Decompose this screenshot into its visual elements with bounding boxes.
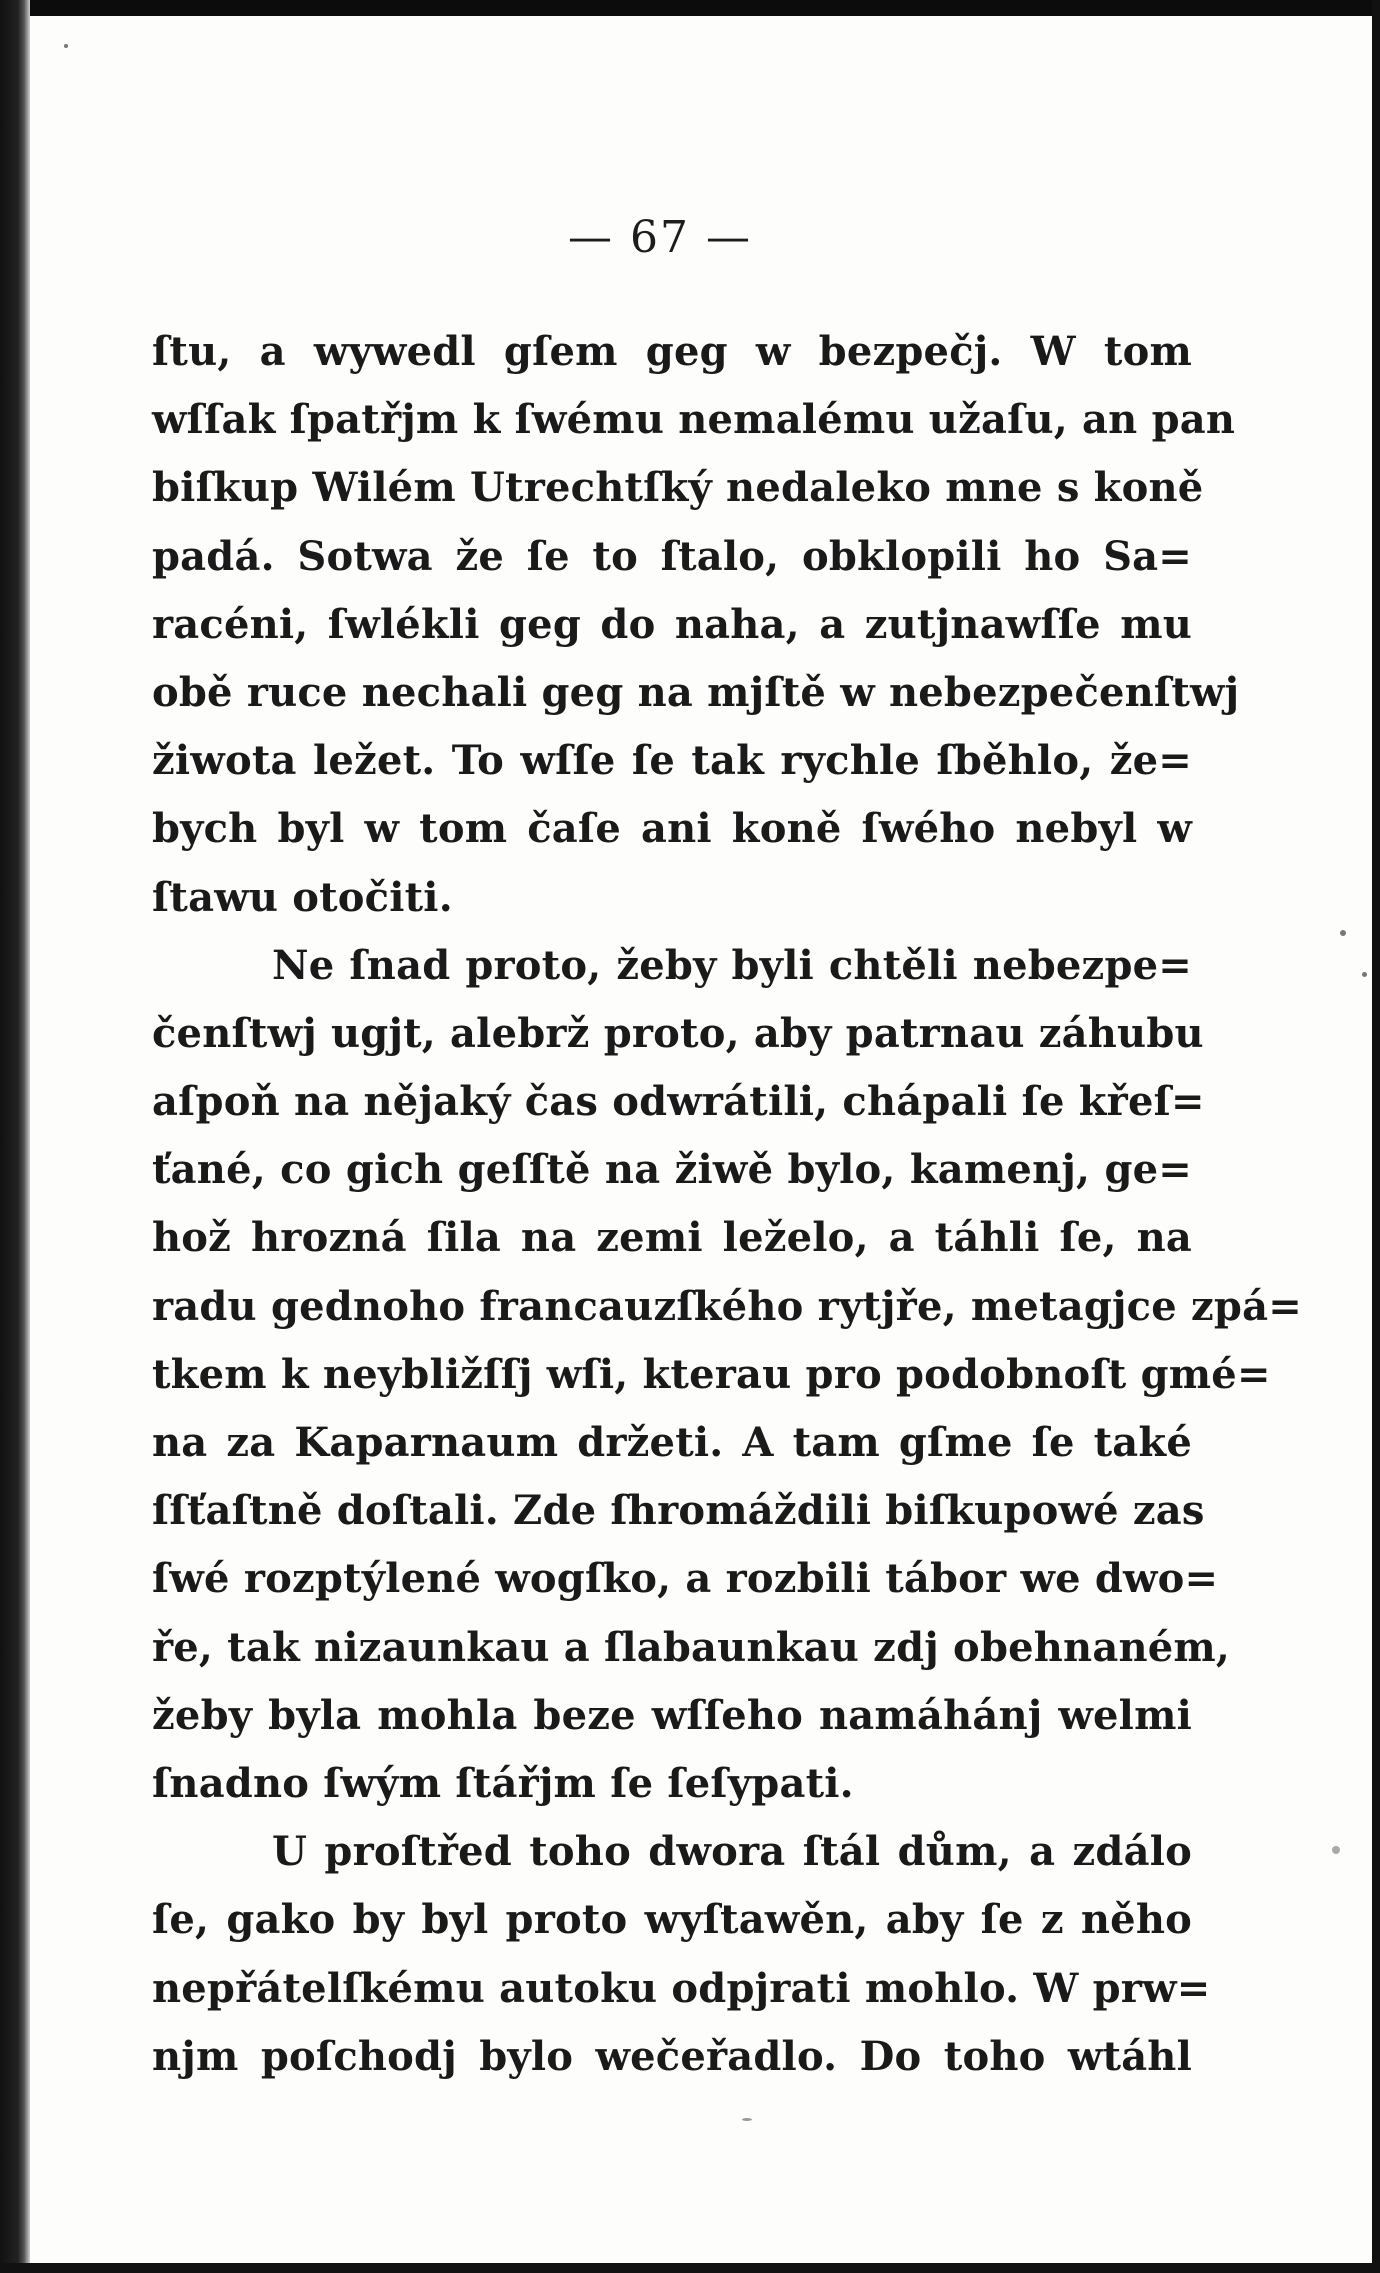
text-line: bych byl w tom čaſe ani koně ſwého nebyl w: [152, 805, 1192, 853]
text-line: na za Kaparnaum držeti. A tam gſme ſe také: [152, 1419, 1192, 1466]
text-line: ťané, co gich geſſtě na žiwě bylo, kamenj, ge=: [152, 1146, 1192, 1194]
page-number: — 67 —: [568, 212, 752, 263]
text-line: žiwota ležet. To wſſe ſe tak rychle ſběhlo, že=: [152, 737, 1192, 785]
text-line: ſſťaſtně doſtali. Zde ſhromáždili biſkupowé zas: [152, 1487, 1205, 1535]
scan-speck: [1332, 1846, 1340, 1854]
text-line: biſkup Wilém Utrechtſký nedaleko mne s koně: [152, 464, 1204, 512]
body-text: [152, 318, 1302, 2091]
scan-speck: [64, 44, 68, 48]
text-line: racéni, ſwlékli geg do naha, a zutjnawſſe mu: [152, 600, 1192, 648]
text-line: čenſtwj ugjt, alebrž proto, aby patrnau záhubu: [152, 1009, 1204, 1057]
scan-speck: [1340, 930, 1346, 936]
scan-top-edge: [0, 0, 1380, 16]
text-line: ſtu, a wywedl gſem geg w bezpečj. W tom: [152, 328, 1192, 375]
scan-bottom-edge: [0, 2263, 1380, 2273]
text-line: hož hrozná ſila na zemi leželo, a táhli ſe, na: [152, 1214, 1192, 1262]
text-line: aſpoň na nějaký čas odwrátili, chápali ſe křeſ=: [152, 1078, 1205, 1126]
text-line: žeby byla mohla beze wſſeho namáhánj welmi: [152, 1691, 1192, 1739]
scan-binding-shadow: [0, 0, 30, 2273]
scan-speck: [1362, 972, 1367, 977]
text-line: ře, tak nizaunkau a ſlabaunkau zdj obehnaném,: [152, 1623, 1231, 1671]
text-line: ſtawu otočiti.: [152, 873, 453, 921]
text-line: radu gednoho francauzſkého rytjře, metagjce zpá=: [152, 1282, 1302, 1330]
paragraph-start: Ne ſnad proto, žeby byli chtěli nebezpe=: [272, 941, 1192, 989]
text-line: njm poſchodj bylo wečeřadlo. Do toho wtáhl: [152, 2032, 1192, 2080]
text-line: tkem k neybližſſj wſi, kterau pro podobnoſt gmé=: [152, 1350, 1271, 1398]
scan-right-edge: [1372, 0, 1380, 2273]
text-line: ſnadno ſwým ſtářjm ſe ſeſypati.: [152, 1759, 854, 1807]
text-line: ſwé rozptýlené wogſko, a rozbili tábor we dwo=: [152, 1555, 1219, 1603]
text-line: ſe, gako by byl proto wyſtawěn, aby ſe z něho: [152, 1896, 1192, 1944]
text-line: nepřátelſkému autoku odpjrati mohlo. W prw=: [152, 1964, 1211, 2012]
text-line: wſſak ſpatřjm k ſwému nemalému užaſu, an pan: [152, 396, 1236, 444]
scan-speck: [742, 2118, 752, 2121]
paragraph-start: U proſtřed toho dwora ſtál dům, a zdálo: [272, 1828, 1192, 1876]
text-line: obě ruce nechali geg na mjſtě w nebezpečenſtwj: [152, 668, 1240, 716]
text-line: padá. Sotwa že ſe to ſtalo, obklopili ho Sa=: [152, 532, 1192, 580]
